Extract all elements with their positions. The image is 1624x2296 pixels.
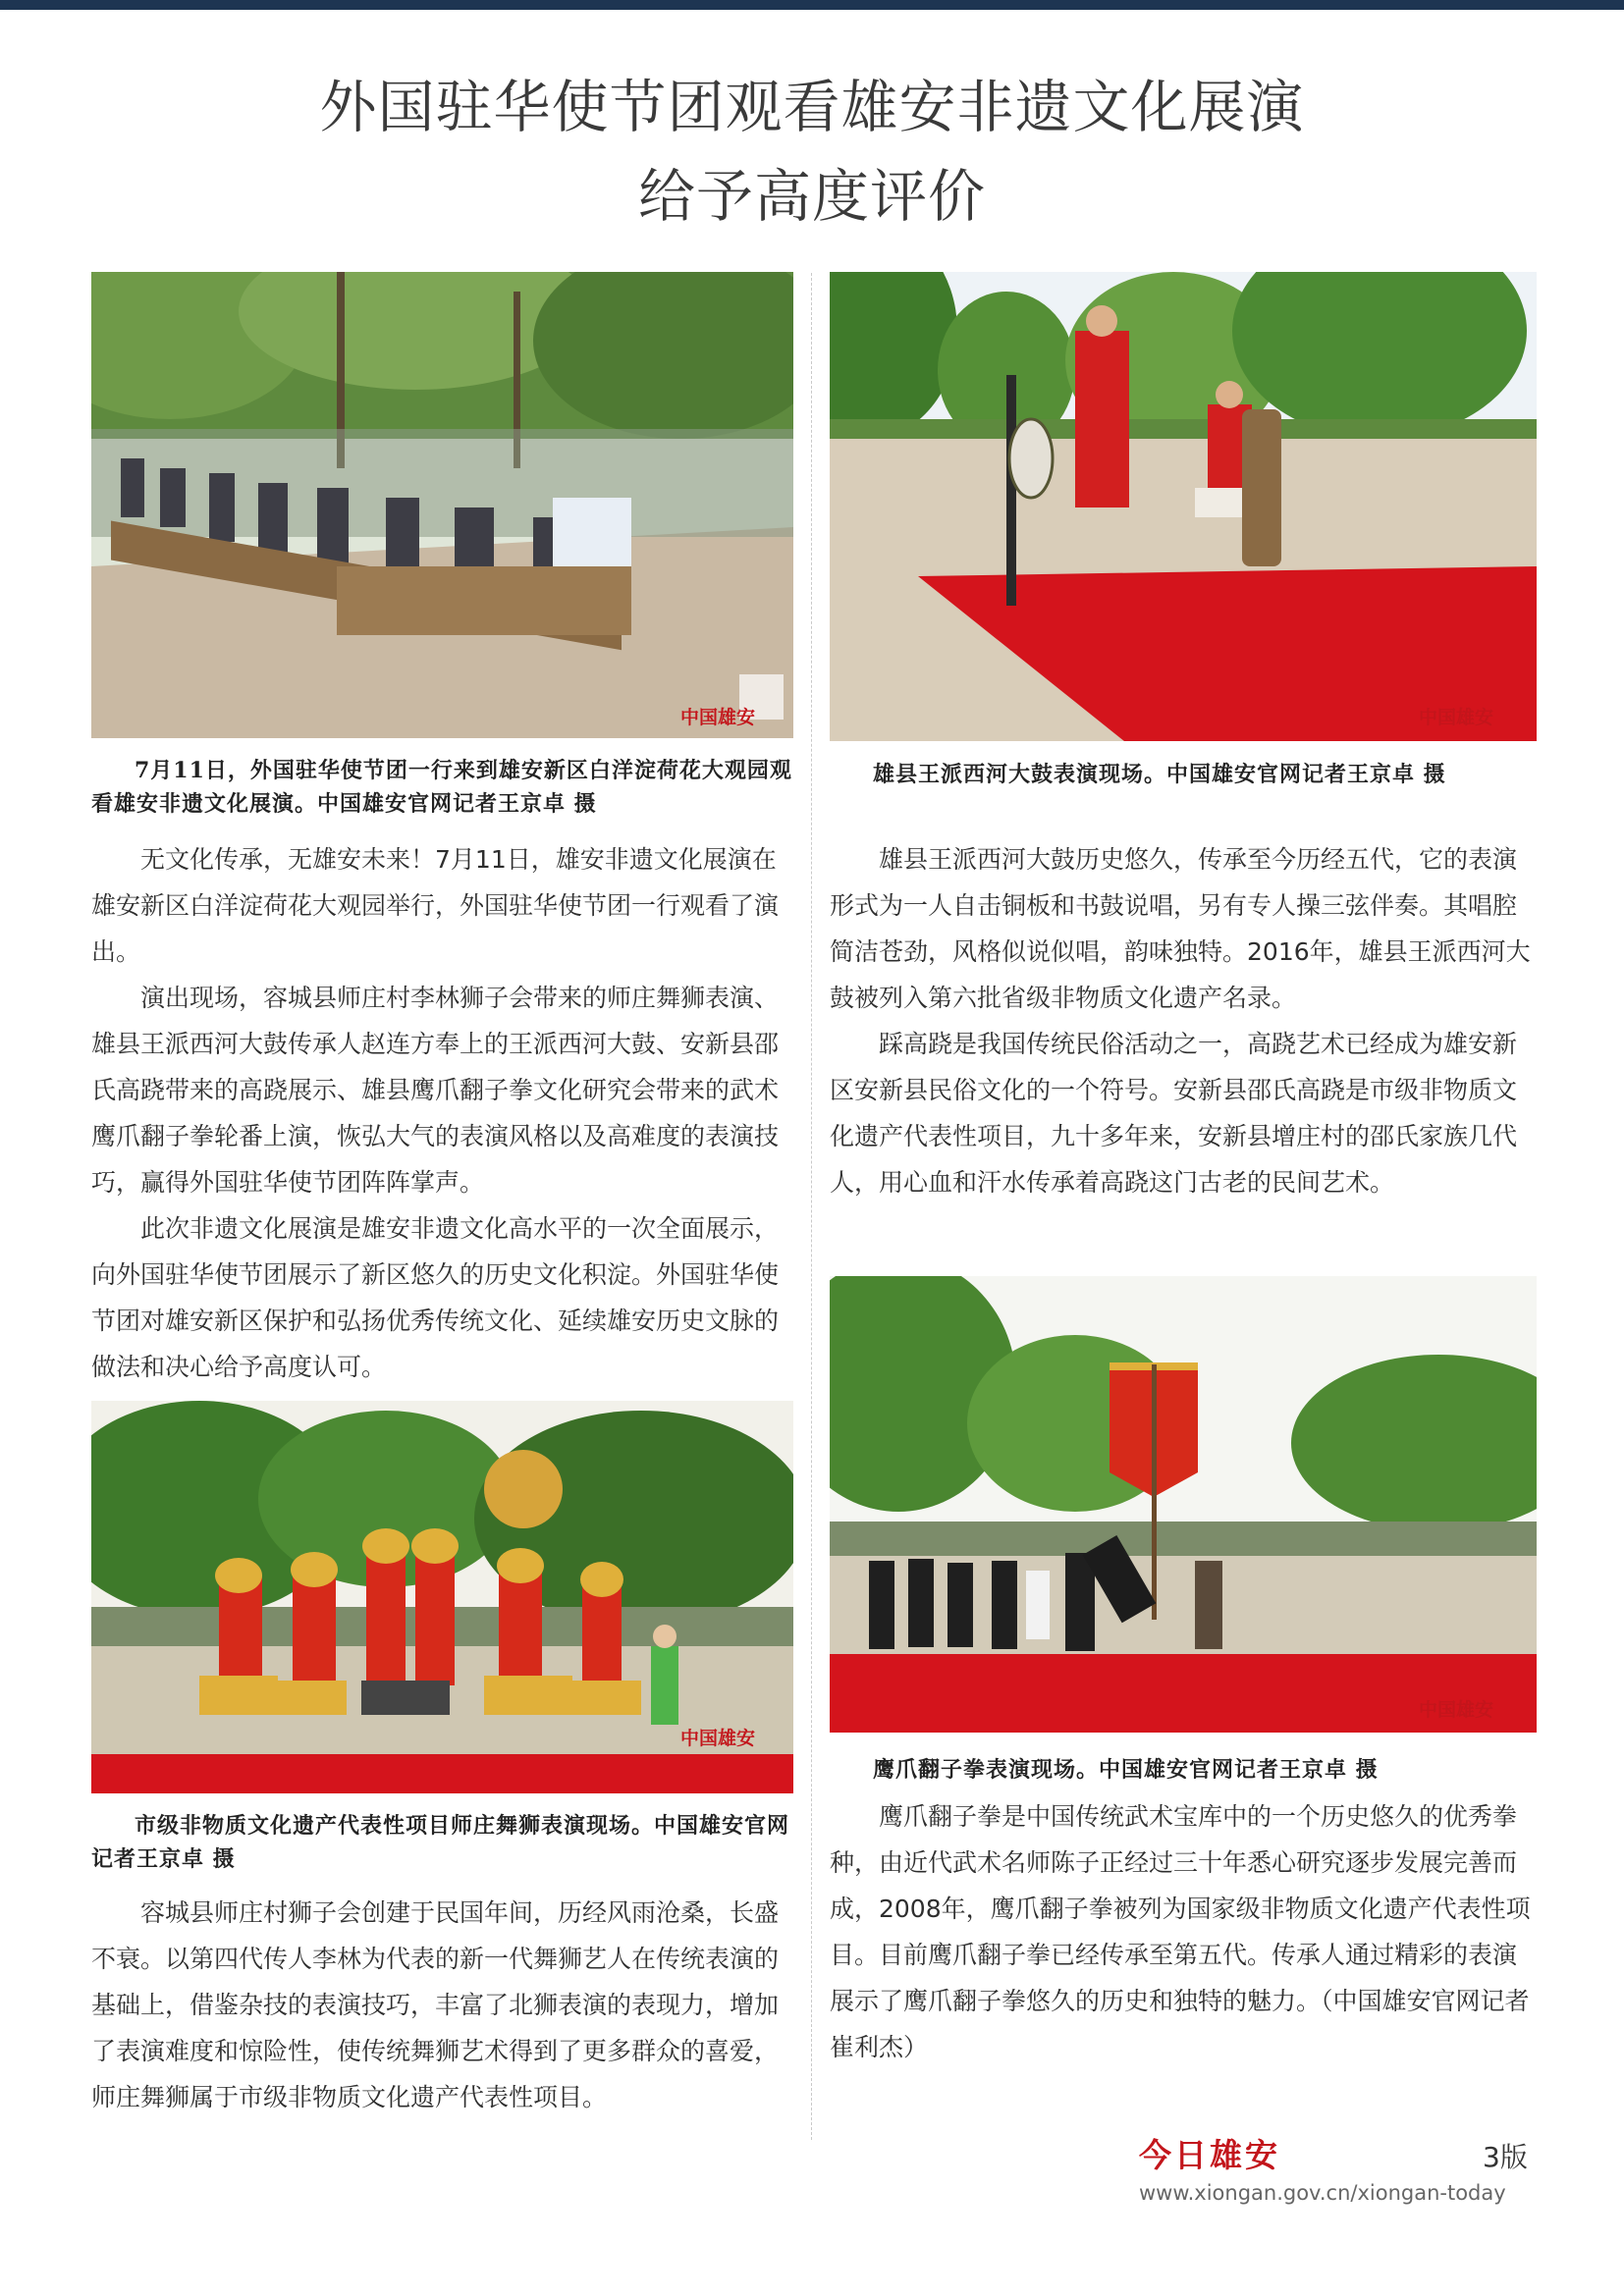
audience-photo — [91, 272, 793, 738]
photo-watermark: 中国雄安 — [680, 1728, 756, 1749]
lion-dance-photo — [91, 1401, 793, 1793]
drum-performance-photo — [830, 272, 1537, 741]
audience-photo-caption: 7月11日，外国驻华使节团一行来到雄安新区白洋淀荷花大观园观看雄安非遗文化展演。中国雄安官网记者王京卓 摄 — [91, 758, 792, 817]
left-body-bottom — [91, 1890, 793, 2120]
photo-watermark: 中国雄安 — [1419, 707, 1494, 728]
newspaper-brand: 今日雄安 — [1139, 2136, 1280, 2174]
top-bar — [0, 0, 1624, 10]
site-url: www.xiongan.gov.cn/xiongan-today — [1139, 2181, 1506, 2205]
kungfu-photo-caption: 鹰爪翻子拳表演现场。中国雄安官网记者王京卓 摄 — [873, 1757, 1379, 1783]
page-title-line2: 给予高度评价 — [637, 163, 986, 230]
paragraph: 容城县师庄村狮子会创建于民国年间，历经风雨沧桑，长盛不衰。以第四代传人李林为代表的新一代舞狮艺人在传统表演的基础上，借鉴杂技的表演技巧，丰富了北狮表演的表现力，增加了表演难度和惊险性，使传统舞狮艺术得到了更多群众的喜爱，师庄舞狮属于市级非物质文化遗产代表性项目。 — [91, 1898, 780, 2111]
photo-watermark: 中国雄安 — [680, 707, 756, 728]
paragraph: 踩高跷是我国传统民俗活动之一，高跷艺术已经成为雄安新区安新县民俗文化的一个符号。安新县邵氏高跷是市级非物质文化遗产代表性项目，九十多年来，安新县增庄村的邵氏家族几代人，用心血和汗水传承着高跷这门古老的民间艺术。 — [830, 1030, 1518, 1197]
column-divider — [811, 273, 812, 2140]
paragraph: 鹰爪翻子拳是中国传统武术宝库中的一个历史悠久的优秀拳种，由近代武术名师陈子正经过三十年悉心研究逐步发展完善而成，2008年，鹰爪翻子拳被列为国家级非物质文化遗产代表性项目。目前鹰爪翻子拳已经传承至第五代。传承人通过精彩的表演展示了鹰爪翻子拳悠久的历史和独特的魅力。（中国雄安官网记者 崔利杰） — [830, 1802, 1531, 2061]
right-body-bottom — [830, 1793, 1537, 2070]
kungfu-photo — [830, 1276, 1537, 1733]
paragraph: 此次非遗文化展演是雄安非遗文化高水平的一次全面展示，向外国驻华使节团展示了新区悠久的历史文化积淀。外国驻华使节团对雄安新区保护和弘扬优秀传统文化、延续雄安历史文脉的做法和决心给予高度认可。 — [91, 1214, 780, 1381]
photo-watermark: 中国雄安 — [1419, 1699, 1494, 1721]
page-title-line1: 外国驻华使节团观看雄安非遗文化展演 — [319, 74, 1305, 140]
lion-dance-photo-caption: 市级非物质文化遗产代表性项目师庄舞狮表演现场。中国雄安官网记者王京卓 摄 — [91, 1813, 790, 1872]
right-body-mid — [830, 836, 1537, 1205]
left-body-top — [91, 836, 793, 1390]
drum-photo-caption: 雄县王派西河大鼓表演现场。中国雄安官网记者王京卓 摄 — [873, 762, 1446, 787]
paragraph: 雄县王派西河大鼓历史悠久，传承至今历经五代，它的表演形式为一人自击铜板和书鼓说唱，另有专人操三弦伴奏。其唱腔简洁苍劲，风格似说似唱，韵味独特。2016年，雄县王派西河大鼓被列入第六批省级非物质文化遗产名录。 — [830, 845, 1531, 1012]
page-number: 3版 — [1483, 2141, 1528, 2173]
paragraph: 无文化传承，无雄安未来！7月11日，雄安非遗文化展演在雄安新区白洋淀荷花大观园举行，外国驻华使节团一行观看了演出。 — [91, 845, 780, 966]
paragraph: 演出现场，容城县师庄村李林狮子会带来的师庄舞狮表演、雄县王派西河大鼓传承人赵连方奉上的王派西河大鼓、安新县邵氏高跷带来的高跷展示、雄县鹰爪翻子拳文化研究会带来的武术鹰爪翻子拳轮番上演，恢弘大气的表演风格以及高难度的表演技巧，赢得外国驻华使节团阵阵掌声。 — [91, 984, 780, 1197]
